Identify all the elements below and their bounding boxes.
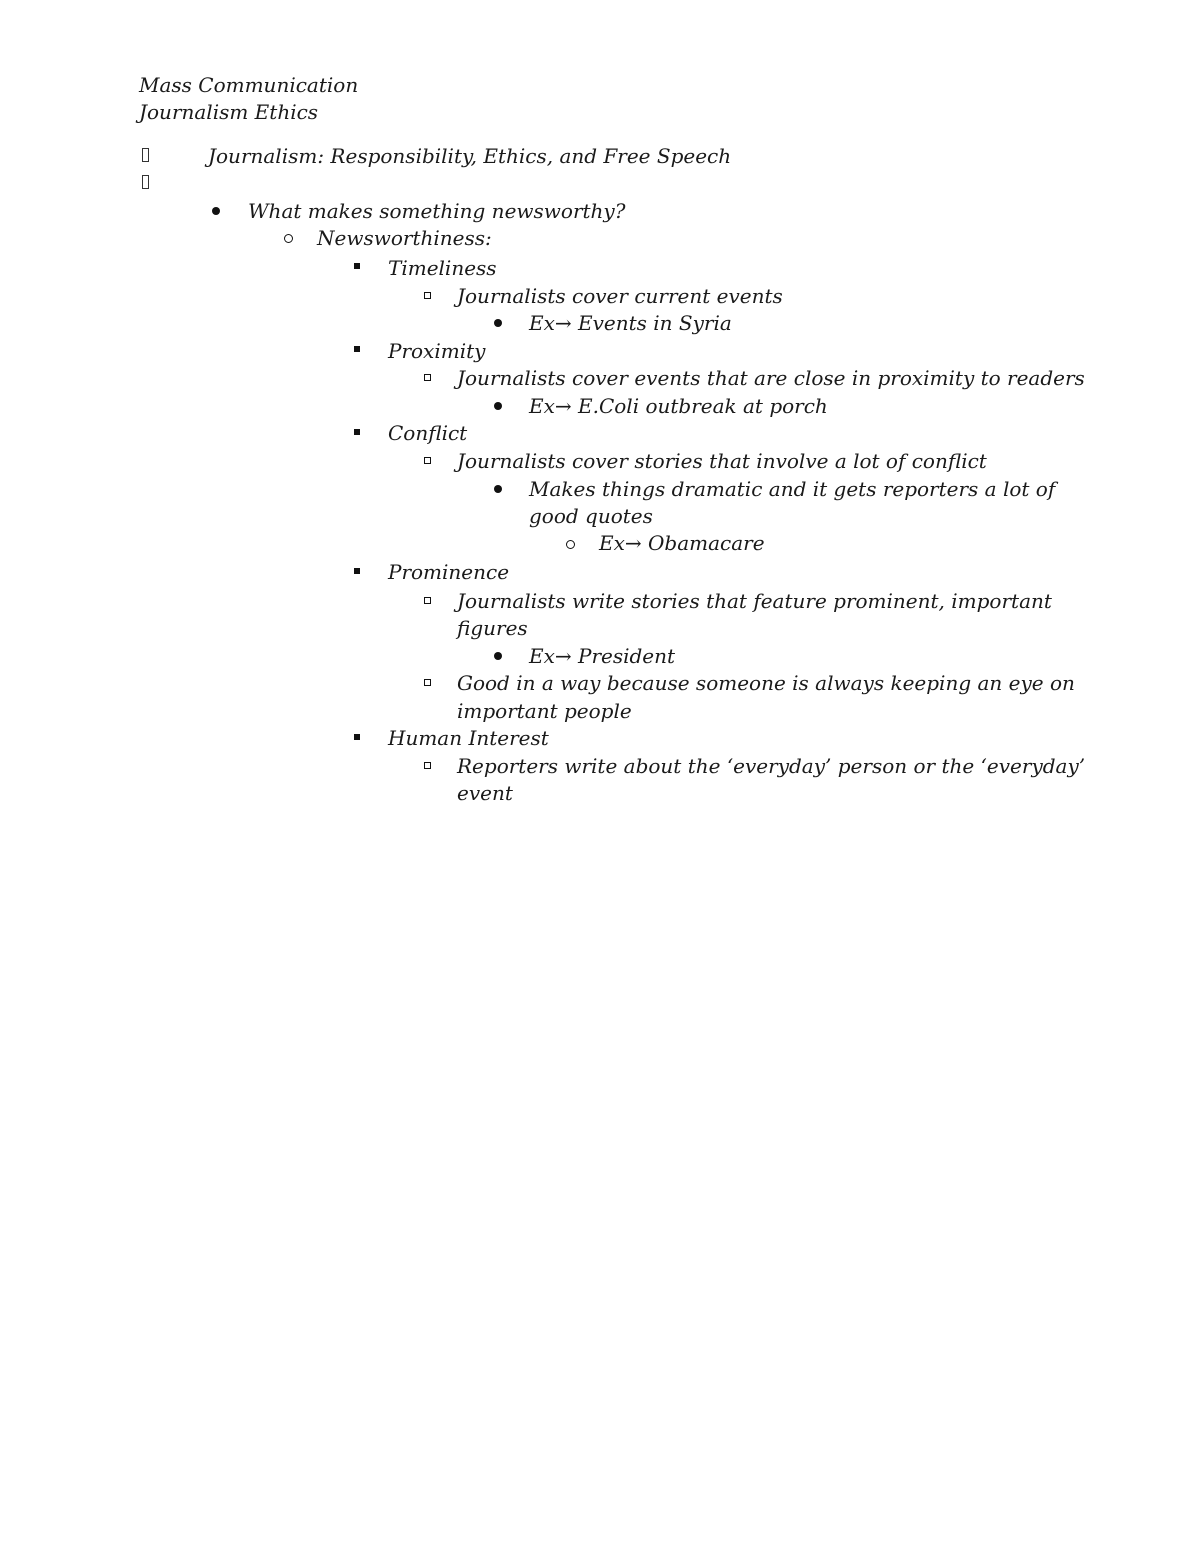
course-title: Mass Communication (139, 73, 359, 97)
bullet-disc (494, 652, 502, 660)
bullet-square (354, 568, 360, 574)
bullet-square (354, 346, 360, 352)
conflict-point: Journalists cover stories that involve a lot of conflict (457, 449, 987, 473)
bullet-disc (494, 402, 502, 410)
bullet-open-square (424, 762, 431, 769)
conflict-detail-line2: good quotes (529, 504, 653, 528)
conflict-detail-line1: Makes things dramatic and it gets reporters a lot of (529, 477, 1056, 501)
prominence-point-line2: figures (457, 616, 528, 640)
bullet-open-square (424, 374, 431, 381)
bullet-disc (494, 485, 502, 493)
human-interest-point-line1: Reporters write about the ‘everyday’ person or the ‘everyday’ (457, 754, 1086, 778)
category-human-interest: Human Interest (388, 726, 549, 750)
proximity-example: Ex→ E.Coli outbreak at porch (529, 394, 828, 418)
bullet-square (354, 429, 360, 435)
human-interest-point-line2: event (457, 781, 513, 805)
timeliness-example: Ex→ Events in Syria (529, 311, 732, 335)
bullet-open-square (424, 292, 431, 299)
question-item: What makes something newsworthy? (248, 199, 626, 223)
category-proximity: Proximity (388, 339, 486, 363)
prominence-note-line2: important people (457, 699, 632, 723)
category-timeliness: Timeliness (388, 256, 497, 280)
subheading-item: Newsworthiness: (317, 226, 492, 250)
bullet-disc (494, 319, 502, 327)
bullet-open-square (424, 597, 431, 604)
bullet-disc (212, 207, 220, 215)
bullet-open-square (424, 457, 431, 464)
category-prominence: Prominence (388, 560, 510, 584)
missing-glyph-bullet (142, 148, 149, 162)
topic-title: Journalism Ethics (139, 100, 319, 124)
bullet-circle (566, 540, 575, 549)
bullet-open-square (424, 679, 431, 686)
category-conflict: Conflict (388, 421, 468, 445)
proximity-point: Journalists cover events that are close in proximity to readers (457, 366, 1085, 390)
prominence-point-line1: Journalists write stories that feature prominent, important (457, 589, 1052, 613)
prominence-example: Ex→ President (529, 644, 676, 668)
section-heading: Journalism: Responsibility, Ethics, and Free Speech (208, 144, 732, 168)
bullet-square (354, 263, 360, 269)
timeliness-point: Journalists cover current events (457, 284, 783, 308)
prominence-note-line1: Good in a way because someone is always keeping an eye on (457, 671, 1075, 695)
conflict-example: Ex→ Obamacare (599, 531, 765, 555)
bullet-square (354, 734, 360, 740)
bullet-circle (284, 234, 293, 243)
missing-glyph-bullet (142, 175, 149, 189)
